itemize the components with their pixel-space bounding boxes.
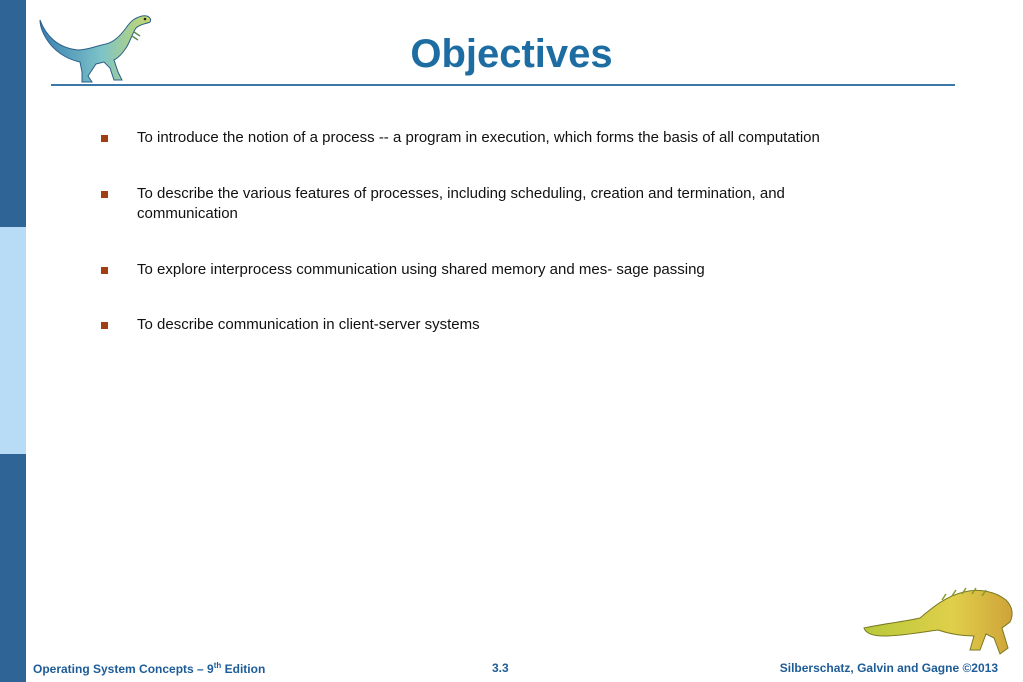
footer-book-title-text: Operating System Concepts – 9 xyxy=(33,662,214,676)
square-bullet-icon xyxy=(101,322,108,329)
list-item xyxy=(100,128,860,149)
list-item xyxy=(100,315,860,336)
list-item xyxy=(100,184,860,225)
square-bullet-icon xyxy=(101,267,108,274)
footer-edition-superscript: th xyxy=(213,661,222,670)
bullet-text: To describe the various features of processes, including scheduling, creation and termination, and communication xyxy=(137,184,785,222)
square-bullet-icon xyxy=(101,191,108,198)
bullet-text: To describe communication in client-server systems xyxy=(137,316,480,333)
side-bar-bottom-segment xyxy=(0,454,26,682)
objectives-list xyxy=(100,128,860,336)
side-bar-middle-segment xyxy=(0,227,26,454)
dinosaur-icon-bottom xyxy=(862,578,1018,658)
bullet-text: To explore interprocess communication using shared memory and mes- sage passing xyxy=(137,260,705,278)
footer-page-number: 3.3 xyxy=(492,661,509,675)
left-side-bar xyxy=(0,0,26,682)
footer-book-title xyxy=(33,661,265,676)
list-item xyxy=(100,260,860,281)
slide-title: Objectives xyxy=(410,32,613,76)
bullet-text: To introduce the notion of a process -- a program in execution, which forms the basis of all computation xyxy=(137,129,820,146)
footer-edition-word: Edition xyxy=(221,662,266,676)
square-bullet-icon xyxy=(101,135,108,142)
title-divider xyxy=(51,84,955,86)
footer-copyright: Silberschatz, Galvin and Gagne ©2013 xyxy=(779,661,998,675)
